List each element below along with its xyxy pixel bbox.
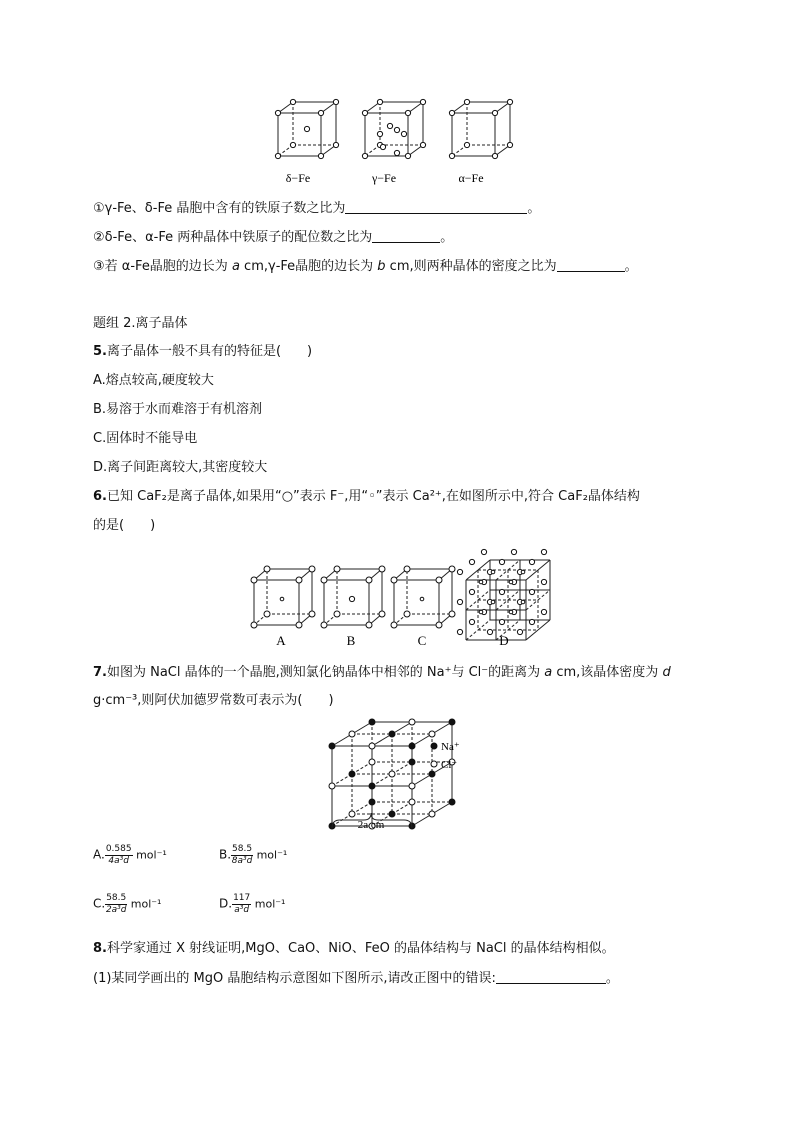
atom xyxy=(369,759,375,765)
q4-blank-3[interactable] xyxy=(557,257,625,272)
atom xyxy=(449,110,454,115)
q4-var-a: a xyxy=(231,259,240,274)
q7-opt-d-label: D. xyxy=(219,896,233,911)
q8-stem xyxy=(93,940,615,958)
na-ion xyxy=(429,771,435,777)
atom xyxy=(404,566,410,572)
cell-edge xyxy=(526,630,538,640)
legend-cl-label: Cl⁻ xyxy=(441,759,458,771)
atom xyxy=(511,549,516,554)
atom xyxy=(394,150,399,155)
atom xyxy=(449,611,455,617)
hidden-edge xyxy=(478,620,490,630)
q8-number: 8. xyxy=(93,941,107,956)
atom xyxy=(457,629,462,634)
hidden-edge xyxy=(466,630,478,640)
q7-opt-a-num: 0.585 xyxy=(105,844,132,854)
hidden-edge xyxy=(508,620,520,630)
atom xyxy=(405,110,410,115)
q6-number: 6. xyxy=(93,489,107,504)
hidden-edge xyxy=(466,600,478,610)
atom xyxy=(449,153,454,158)
q7-stem-line1 xyxy=(93,664,671,682)
atom xyxy=(481,549,486,554)
na-ion xyxy=(449,719,455,725)
atom xyxy=(377,99,382,104)
atom xyxy=(404,611,410,617)
na-ion xyxy=(409,759,415,765)
q7-opt-b-num: 58.5 xyxy=(232,844,253,854)
atom xyxy=(391,622,397,628)
atom xyxy=(464,142,469,147)
q7-opt-c-label: C. xyxy=(93,896,106,911)
atom xyxy=(479,580,483,584)
atom xyxy=(387,123,392,128)
q8-end: 。 xyxy=(605,971,619,986)
q4-line3-text-c: cm,则两种晶体的密度之比为 xyxy=(385,259,557,274)
atom xyxy=(409,719,415,725)
na-ion xyxy=(369,719,375,725)
atom xyxy=(309,566,315,572)
atom xyxy=(362,153,367,158)
atom xyxy=(517,629,522,634)
atom xyxy=(492,153,497,158)
hidden-edge xyxy=(508,560,520,570)
atom xyxy=(469,589,474,594)
atom xyxy=(487,629,492,634)
fe-label-alpha: α−Fe xyxy=(458,171,484,185)
atom xyxy=(296,577,302,583)
atom xyxy=(304,126,309,131)
q7-opt-c-den: 2a³d xyxy=(105,905,127,915)
q8-sub1 xyxy=(93,969,619,988)
atom xyxy=(409,783,415,789)
hidden-edge xyxy=(478,590,490,600)
atom xyxy=(507,99,512,104)
q7-opt-d-unit: mol⁻¹ xyxy=(254,897,286,911)
atom xyxy=(334,566,340,572)
atom xyxy=(379,566,385,572)
q4-line-2 xyxy=(93,228,453,247)
caf2-options-figure xyxy=(246,544,552,650)
atom xyxy=(529,589,534,594)
na-ion xyxy=(369,783,375,789)
atom xyxy=(394,127,399,132)
legend-cl-icon xyxy=(431,761,437,767)
atom xyxy=(379,611,385,617)
q7-opt-a-den: 4a³d xyxy=(108,856,129,866)
atom xyxy=(491,600,495,604)
atom xyxy=(529,559,534,564)
atom xyxy=(318,153,323,158)
atom xyxy=(333,99,338,104)
atom xyxy=(457,599,462,604)
q4-line3-text-a: ③若 α-Fe晶胞的边长为 xyxy=(93,259,232,274)
q5-number: 5. xyxy=(93,344,107,359)
q4-var-b: b xyxy=(377,259,386,274)
q5-option-a[interactable]: A.熔点较高,硬度较大 xyxy=(93,373,214,388)
q5-stem-text: 离子晶体一般不具有的特征是( ) xyxy=(106,344,313,359)
atom xyxy=(436,622,442,628)
atom xyxy=(499,589,504,594)
q8-stem-text: 科学家通过 X 射线证明,MgO、CaO、NiO、FeO 的晶体结构与 NaCl 的晶体结构相似。 xyxy=(106,941,615,956)
q4-line2-text: ②δ-Fe、α-Fe 两种晶体中铁原子的配位数之比为 xyxy=(93,230,373,245)
q7-stem1a: 如图为 NaCl 晶体的一个晶胞,测知氯化钠晶体中相邻的 Na⁺与 Cl⁻的距离为 xyxy=(106,665,545,680)
q8-blank-1[interactable] xyxy=(496,969,606,984)
atom xyxy=(321,622,327,628)
atom xyxy=(457,569,462,574)
q4-blank-1[interactable] xyxy=(345,199,527,214)
q7-var-d: d xyxy=(662,665,671,680)
q7-opt-d-num: 117 xyxy=(233,893,251,903)
atom xyxy=(264,566,270,572)
q5-stem xyxy=(93,343,312,361)
atom xyxy=(491,570,495,574)
atom xyxy=(366,577,372,583)
atom xyxy=(318,110,323,115)
q7-opt-a-frac xyxy=(105,844,133,867)
q4-line3-text-b: cm,γ-Fe晶胞的边长为 xyxy=(239,259,378,274)
q8-sub1-text: (1)某同学画出的 MgO 晶胞结构示意图如下图所示,请改正图中的错误: xyxy=(93,971,496,986)
atom xyxy=(251,577,257,583)
fe-unit-cells-figure xyxy=(270,98,520,190)
atom xyxy=(333,142,338,147)
group2-title: 题组 2.离子晶体 xyxy=(93,316,188,331)
q7-opt-a-label: A. xyxy=(93,847,105,862)
q4-line-3 xyxy=(93,257,638,276)
atom xyxy=(380,144,385,149)
atom xyxy=(420,597,424,601)
na-ion xyxy=(329,743,335,749)
q6-label-c[interactable]: C xyxy=(417,633,427,648)
atom xyxy=(321,577,327,583)
atom xyxy=(309,611,315,617)
atom xyxy=(405,153,410,158)
q7-opt-c-num: 58.5 xyxy=(106,893,127,903)
atom xyxy=(521,570,525,574)
q7-opt-c-frac xyxy=(105,893,127,916)
cell-edge xyxy=(538,560,550,570)
atom xyxy=(509,610,513,614)
atom xyxy=(377,131,382,136)
atom xyxy=(541,549,546,554)
q7-option-c[interactable] xyxy=(93,893,161,916)
atom xyxy=(389,771,395,777)
atom xyxy=(349,811,355,817)
q6-label-b[interactable]: B xyxy=(346,633,356,648)
na-ion xyxy=(349,771,355,777)
atom xyxy=(409,799,415,805)
atom xyxy=(251,622,257,628)
q6-stem-line2: 的是( ) xyxy=(93,518,156,533)
q7-opt-b-frac xyxy=(231,844,253,867)
na-ion xyxy=(389,731,395,737)
na-ion xyxy=(369,799,375,805)
atom xyxy=(369,743,375,749)
atom xyxy=(280,597,284,601)
atom xyxy=(469,619,474,624)
legend-na-icon xyxy=(431,743,437,749)
cell-edge xyxy=(526,570,538,580)
q5-option-d[interactable]: D.离子间距离较大,其密度较大 xyxy=(93,460,268,475)
atom xyxy=(464,99,469,104)
q7-opt-b-label: B. xyxy=(219,847,232,862)
q4-blank-2[interactable] xyxy=(372,228,440,243)
atom xyxy=(509,580,513,584)
q4-end-3: 。 xyxy=(624,259,638,274)
atom xyxy=(499,619,504,624)
atom xyxy=(521,600,525,604)
q7-stem-line2: g·cm⁻³,则阿伏加德罗常数可表示为( ) xyxy=(93,693,334,708)
nacl-dimension-label: 2a cm xyxy=(357,819,385,831)
q7-opt-a-unit: mol⁻¹ xyxy=(136,848,167,862)
atom xyxy=(436,577,442,583)
nacl-unit-cell-figure xyxy=(320,716,490,834)
atom xyxy=(429,811,435,817)
na-ion xyxy=(409,743,415,749)
q6-label-a[interactable]: A xyxy=(276,633,286,648)
q7-opt-d-den: a³d xyxy=(234,905,250,915)
atom xyxy=(334,611,340,617)
fe-label-delta: δ−Fe xyxy=(285,171,311,185)
hidden-edge xyxy=(496,570,508,580)
atom xyxy=(479,610,483,614)
atom xyxy=(275,153,280,158)
atom xyxy=(401,131,406,136)
atom xyxy=(349,596,354,601)
q4-line1-text: ①γ-Fe、δ-Fe 晶胞中含有的铁原子数之比为 xyxy=(93,201,346,216)
q7-opt-b-den: 8a³d xyxy=(231,856,253,866)
atom xyxy=(420,99,425,104)
q4-line-1 xyxy=(93,199,540,218)
atom xyxy=(296,622,302,628)
atom xyxy=(290,99,295,104)
atom xyxy=(492,110,497,115)
atom xyxy=(264,611,270,617)
atom xyxy=(362,110,367,115)
legend-na-label: Na⁺ xyxy=(441,741,460,753)
atom xyxy=(429,731,435,737)
q6-stem-line1 xyxy=(93,488,640,506)
q7-option-a[interactable] xyxy=(93,844,167,867)
atom xyxy=(420,142,425,147)
atom xyxy=(529,619,534,624)
atom xyxy=(391,577,397,583)
atom xyxy=(349,731,355,737)
q7-number: 7. xyxy=(93,665,107,680)
atom xyxy=(499,559,504,564)
hidden-edge xyxy=(526,600,538,610)
q7-option-d[interactable] xyxy=(219,893,285,916)
q6-stem1-text: 已知 CaF₂是离子晶体,如果用“○”表示 F⁻,用“◦”表示 Ca²⁺,在如图所示中,符合 CaF₂晶体结构 xyxy=(106,489,640,504)
q7-stem1b: cm,该晶体密度为 xyxy=(552,665,663,680)
q7-opt-b-unit: mol⁻¹ xyxy=(256,848,288,862)
atom xyxy=(290,142,295,147)
hidden-edge xyxy=(538,590,550,600)
q7-option-b[interactable] xyxy=(219,844,287,867)
q7-opt-c-unit: mol⁻¹ xyxy=(130,897,162,911)
q7-var-a: a xyxy=(544,665,553,680)
atom xyxy=(275,110,280,115)
q4-end-1: 。 xyxy=(527,201,541,216)
q7-opt-d-frac xyxy=(232,893,251,916)
q5-option-c[interactable]: C.固体时不能导电 xyxy=(93,431,198,446)
fe-label-gamma: γ−Fe xyxy=(371,171,397,185)
q5-option-b[interactable]: B.易溶于水而难溶于有机溶剂 xyxy=(93,402,263,417)
na-ion xyxy=(389,811,395,817)
atom xyxy=(507,142,512,147)
q6-label-d[interactable]: D xyxy=(499,633,509,648)
atom xyxy=(541,609,546,614)
hidden-edge xyxy=(508,590,520,600)
atom xyxy=(469,559,474,564)
atom xyxy=(449,566,455,572)
atom xyxy=(329,783,335,789)
hidden-edge xyxy=(496,600,508,610)
na-ion xyxy=(449,799,455,805)
cell-edge xyxy=(478,560,490,570)
atom xyxy=(366,622,372,628)
cell-edge xyxy=(538,620,550,630)
cell-edge xyxy=(466,570,478,580)
atom xyxy=(541,579,546,584)
q4-end-2: 。 xyxy=(440,230,454,245)
